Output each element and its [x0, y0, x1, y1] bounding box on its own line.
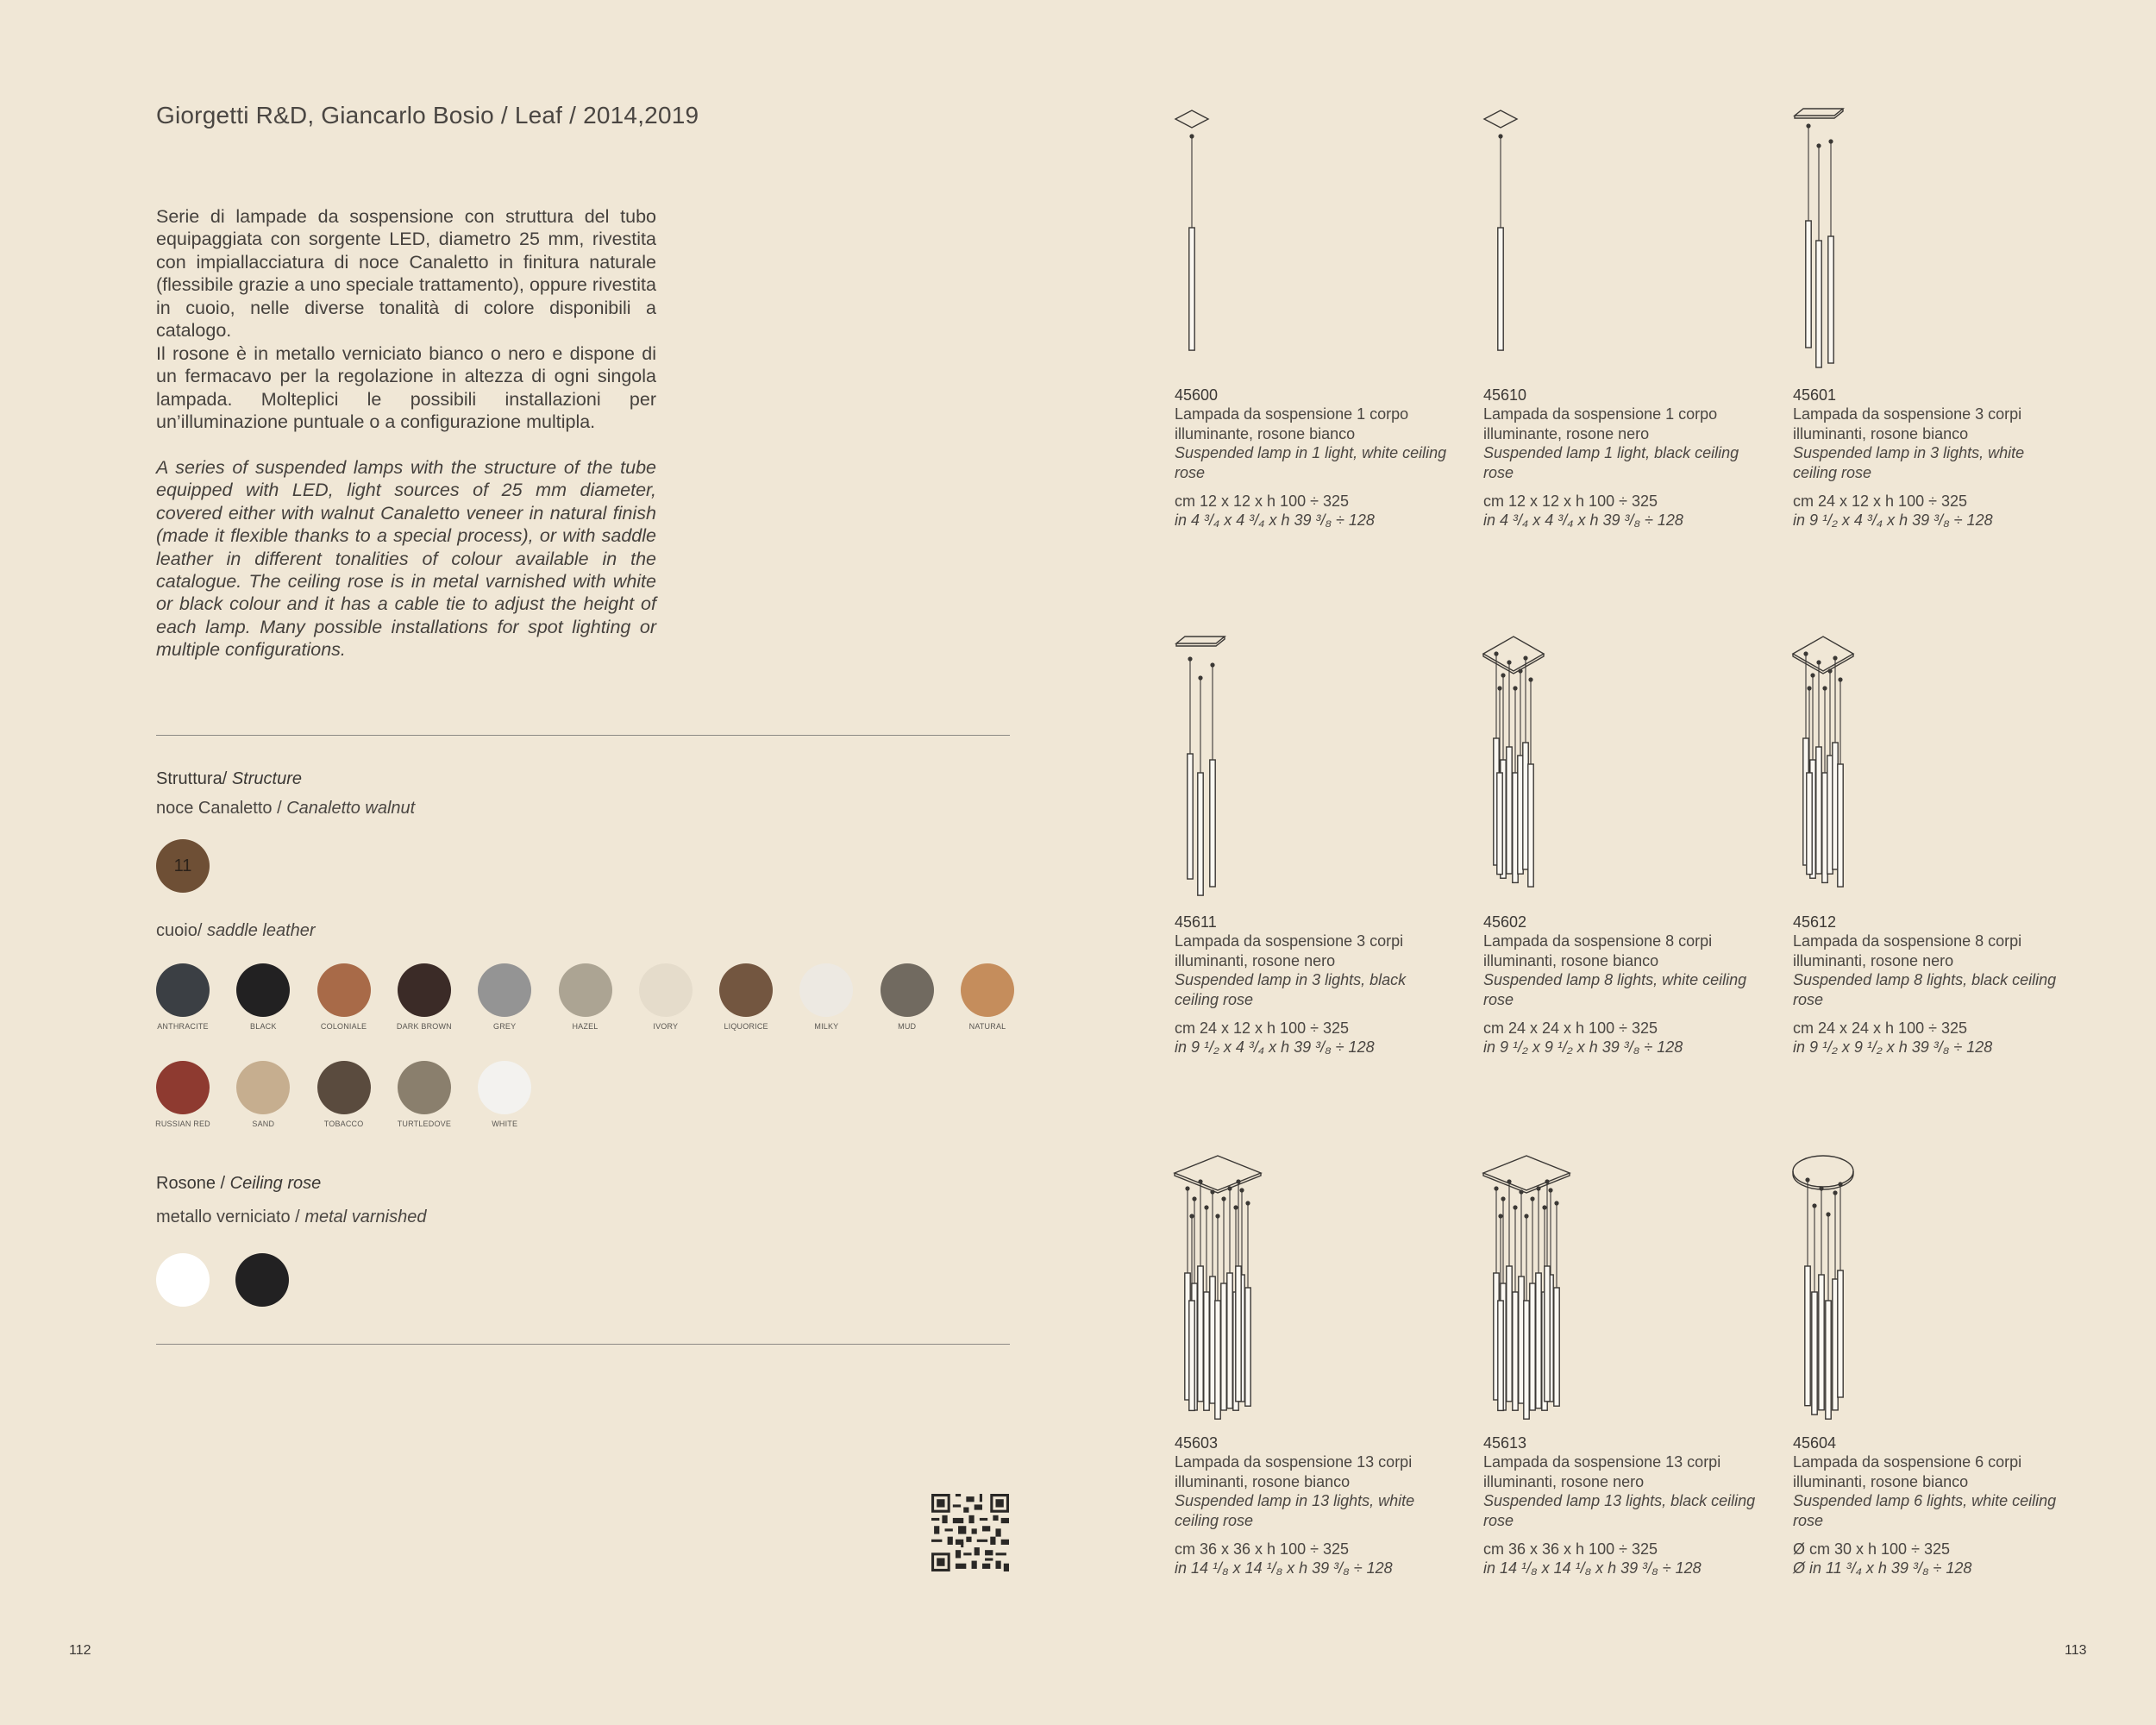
leather-swatch[interactable] [156, 963, 210, 1017]
leather-label [156, 921, 316, 941]
product-dimensions-cm: cm 36 x 36 x h 100 ÷ 325 [1175, 1540, 1349, 1559]
divider [156, 1344, 1010, 1345]
leather-swatch-name: RUSSIAN RED [155, 1120, 210, 1128]
product-code: 45611 [1175, 913, 1217, 931]
product-dimensions-in: in 9 ¹/₂ x 4 ³/₄ x h 39 ³/₈ ÷ 128 [1793, 511, 1993, 530]
product-description-it: Lampada da sospensione 6 corpi illuminanti, rosone bianco [1793, 1453, 2022, 1490]
product-description-it: Lampada da sospensione 1 corpo illuminante, rosone nero [1483, 405, 1718, 442]
rose-material-it: metallo verniciato / [156, 1208, 300, 1226]
product-dimensions-cm: cm 12 x 12 x h 100 ÷ 325 [1175, 492, 1349, 511]
leather-swatch-name: LIQUORICE [724, 1022, 768, 1031]
product-description-it: Lampada da sospensione 13 corpi illuminanti, rosone bianco [1175, 1453, 1413, 1490]
rose-swatch-black[interactable] [235, 1253, 289, 1307]
product-dimensions-cm: cm 24 x 24 x h 100 ÷ 325 [1793, 1019, 1967, 1038]
product-45612 [1793, 913, 2069, 1057]
rose-swatch-white[interactable] [156, 1253, 210, 1307]
lamp-illustration [1157, 107, 1278, 383]
product-dimensions-in: in 9 ¹/₂ x 4 ³/₄ x h 39 ³/₈ ÷ 128 [1175, 1038, 1375, 1057]
leather-swatch[interactable] [398, 1061, 451, 1114]
leather-swatch-name: BLACK [250, 1022, 277, 1031]
product-description-en: Suspended lamp in 3 lights, black ceiling rose [1175, 971, 1407, 1008]
leather-label-en: saddle leather [206, 921, 316, 940]
leather-swatch-name: COLONIALE [320, 1022, 367, 1031]
product-code: 45604 [1793, 1434, 1837, 1452]
leather-swatch-name: SAND [252, 1120, 275, 1128]
product-dimensions-cm: cm 24 x 24 x h 100 ÷ 325 [1483, 1019, 1658, 1038]
product-description-it: Lampada da sospensione 3 corpi illuminanti, rosone bianco [1793, 405, 2022, 442]
product-dimensions-in: in 14 ¹/₈ x 14 ¹/₈ x h 39 ³/₈ ÷ 128 [1175, 1559, 1393, 1578]
qr-code-icon[interactable] [931, 1494, 1009, 1571]
leather-swatch[interactable] [639, 963, 693, 1017]
leather-swatch-name: HAZEL [572, 1022, 599, 1031]
product-dimensions-in: in 4 ³/₄ x 4 ³/₄ x h 39 ³/₈ ÷ 128 [1175, 511, 1375, 530]
product-description-it: Lampada da sospensione 8 corpi illuminanti, rosone nero [1793, 932, 2022, 969]
leather-swatch-name: ANTHRACITE [157, 1022, 209, 1031]
leather-swatch[interactable] [559, 963, 612, 1017]
leather-swatch-name: DARK BROWN [396, 1022, 452, 1031]
product-description-it: Lampada da sospensione 13 corpi illuminanti, rosone nero [1483, 1453, 1721, 1490]
product-description-it: Lampada da sospensione 1 corpo illuminante, rosone bianco [1175, 405, 1409, 442]
rose-label [156, 1174, 321, 1194]
leather-swatch-name: NATURAL [968, 1022, 1006, 1031]
leather-swatch-name: WHITE [492, 1120, 518, 1128]
leather-swatch-name: GREY [493, 1022, 517, 1031]
lamp-illustration [1466, 1154, 1587, 1430]
product-dimensions-in: in 4 ³/₄ x 4 ³/₄ x h 39 ³/₈ ÷ 128 [1483, 511, 1683, 530]
product-description-en: Suspended lamp in 1 light, white ceiling rose [1175, 444, 1447, 481]
product-dimensions-in: Ø in 11 ³/₄ x h 39 ³/₈ ÷ 128 [1793, 1559, 1972, 1578]
product-description-en: Suspended lamp in 13 lights, white ceiling rose [1175, 1492, 1415, 1529]
product-45600 [1175, 386, 1451, 530]
leather-swatch-name: IVORY [653, 1022, 679, 1031]
product-dimensions-in: in 14 ¹/₈ x 14 ¹/₈ x h 39 ³/₈ ÷ 128 [1483, 1559, 1702, 1578]
structure-label [156, 769, 302, 789]
description-italian-1: Serie di lampade da sospensione con struttura del tubo equipaggiata con sorgente LED, diametro 25 mm, rivestita con impiallacciatura di noce Canaletto in finitura naturale (flessibile grazie a uno speciale trattamento), oppure rivestita in cuoio, nelle diverse tonalità di colore disponibili a catalogo. [156, 206, 656, 342]
structure-label-en: Structure [231, 769, 302, 788]
leather-label-it: cuoio/ [156, 921, 203, 940]
product-code: 45610 [1483, 386, 1527, 404]
product-45602 [1483, 913, 1759, 1057]
product-description-en: Suspended lamp 6 lights, white ceiling rose [1793, 1492, 2057, 1529]
leather-swatch[interactable] [478, 963, 531, 1017]
structure-material [156, 799, 415, 819]
leather-swatch-name: MILKY [814, 1022, 839, 1031]
page-number-right: 113 [2065, 1643, 2087, 1658]
product-code: 45601 [1793, 386, 1837, 404]
product-45610 [1483, 386, 1759, 530]
structure-material-it: noce Canaletto / [156, 799, 282, 818]
page-number-left: 112 [69, 1643, 91, 1658]
product-description-en: Suspended lamp 8 lights, white ceiling rose [1483, 971, 1747, 1008]
leather-swatch-name: TOBACCO [323, 1120, 364, 1128]
leather-swatch[interactable] [317, 1061, 371, 1114]
product-45601 [1793, 386, 2069, 530]
lamp-illustration [1776, 1154, 1896, 1430]
description-italian-2: Il rosone è in metallo verniciato bianco o nero e dispone di un fermacavo per la regolazione in altezza di ogni singola lampada. Molteplici le possibili installazioni per un’illuminazione puntuale o a configurazione multipla. [156, 343, 656, 433]
structure-material-en: Canaletto walnut [286, 799, 416, 818]
product-dimensions-cm: cm 24 x 12 x h 100 ÷ 325 [1175, 1019, 1349, 1038]
lamp-illustration [1157, 1154, 1278, 1430]
product-description-en: Suspended lamp 1 light, black ceiling rose [1483, 444, 1739, 481]
divider [156, 735, 1010, 736]
structure-label-it: Struttura/ [156, 769, 228, 788]
leather-swatch[interactable] [478, 1061, 531, 1114]
leather-swatch-name: TURTLEDOVE [397, 1120, 452, 1128]
rose-material-en: metal varnished [304, 1208, 427, 1226]
product-code: 45613 [1483, 1434, 1527, 1452]
product-code: 45600 [1175, 386, 1219, 404]
product-description-it: Lampada da sospensione 3 corpi illuminanti, rosone nero [1175, 932, 1404, 969]
lamp-illustration [1776, 635, 1896, 911]
lamp-illustration [1776, 107, 1896, 383]
rose-label-it: Rosone / [156, 1174, 226, 1193]
product-45604 [1793, 1433, 2069, 1578]
product-dimensions-in: in 9 ¹/₂ x 9 ¹/₂ x h 39 ³/₈ ÷ 128 [1793, 1038, 1993, 1057]
page-title: Giorgetti R&D, Giancarlo Bosio / Leaf / 2014,2019 [156, 102, 699, 129]
rose-material [156, 1208, 427, 1227]
leather-swatch[interactable] [236, 963, 290, 1017]
leather-swatch[interactable] [236, 1061, 290, 1114]
product-description-it: Lampada da sospensione 8 corpi illuminanti, rosone bianco [1483, 932, 1713, 969]
description-english: A series of suspended lamps with the structure of the tube equipped with LED, light sources of 25 mm diameter, covered either with walnut Canaletto veneer in natural finish (made it flexible thanks to a special process), or with saddle leather in different tonalities of colour available in the catalogue. The ceiling rose is in metal varnished with white or black colour and it has a cable tie to adjust the height of each lamp. Many possible installations for spot lighting or multiple configurations. [156, 457, 656, 661]
product-dimensions-cm: cm 12 x 12 x h 100 ÷ 325 [1483, 492, 1658, 511]
wood-swatch-number: 11 [173, 856, 192, 875]
leather-swatch[interactable] [961, 963, 1014, 1017]
lamp-illustration [1466, 635, 1587, 911]
leather-swatch[interactable] [398, 963, 451, 1017]
product-description-en: Suspended lamp 13 lights, black ceiling rose [1483, 1492, 1756, 1529]
leather-swatch[interactable] [719, 963, 773, 1017]
product-45611 [1175, 913, 1451, 1057]
product-45613 [1483, 1433, 1759, 1578]
wood-swatch[interactable] [156, 839, 210, 893]
leather-swatch[interactable] [881, 963, 934, 1017]
lamp-illustration [1466, 107, 1587, 383]
product-dimensions-cm: cm 24 x 12 x h 100 ÷ 325 [1793, 492, 1967, 511]
product-dimensions-cm: Ø cm 30 x h 100 ÷ 325 [1793, 1540, 1950, 1559]
lamp-illustration [1157, 635, 1278, 911]
product-45603 [1175, 1433, 1451, 1578]
product-dimensions-in: in 9 ¹/₂ x 9 ¹/₂ x h 39 ³/₈ ÷ 128 [1483, 1038, 1683, 1057]
product-description-en: Suspended lamp 8 lights, black ceiling rose [1793, 971, 2057, 1008]
product-description-en: Suspended lamp in 3 lights, white ceiling rose [1793, 444, 2025, 481]
leather-swatch-name: MUD [898, 1022, 917, 1031]
product-code: 45612 [1793, 913, 1837, 931]
leather-swatch[interactable] [799, 963, 853, 1017]
leather-swatch[interactable] [156, 1061, 210, 1114]
rose-label-en: Ceiling rose [229, 1174, 322, 1193]
product-code: 45602 [1483, 913, 1527, 931]
product-dimensions-cm: cm 36 x 36 x h 100 ÷ 325 [1483, 1540, 1658, 1559]
product-code: 45603 [1175, 1434, 1219, 1452]
leather-swatch[interactable] [317, 963, 371, 1017]
